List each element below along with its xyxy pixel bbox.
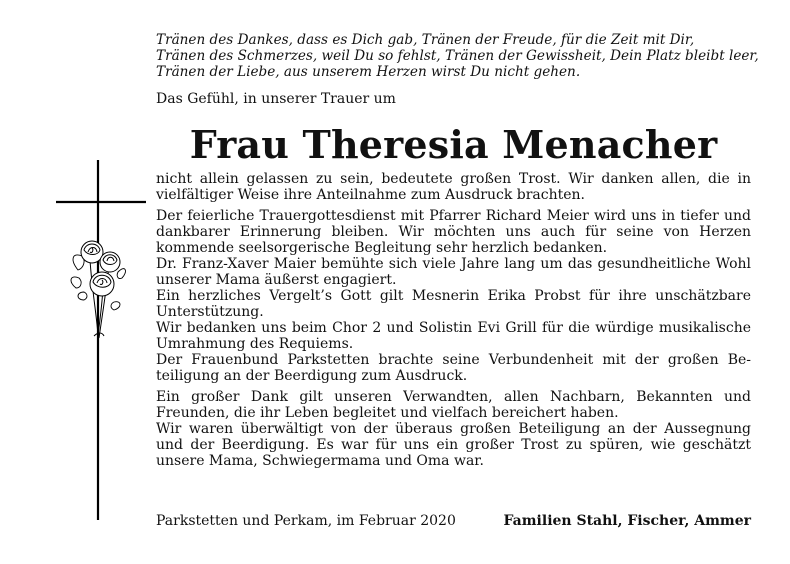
body-paragraph: Ein großer Dank gilt unseren Verwandten, allen Nachbarn, Bekannten und Freunden, die ihr Leben begleitet und vielfach bereichert haben. [156, 389, 751, 421]
poem-line: Tränen des Dankes, dass es Dich gab, Tränen der Freude, für die Zeit mit Dir, [156, 32, 695, 48]
deceased-name: Frau Theresia Menacher [189, 122, 718, 167]
intro-text: Das Gefühl, in unserer Trauer um [156, 91, 396, 107]
place-date: Parkstetten und Perkam, im Februar 2020 [156, 513, 456, 529]
family-signature: Familien Stahl, Fischer, Ammer [503, 513, 751, 529]
cross-with-roses-icon [48, 160, 148, 520]
body-paragraph: Dr. Franz-Xaver Maier bemühte sich viele Jahre lang um das gesundheitliche Wohl unserer Mama äußerst engagiert. [156, 256, 751, 288]
poem [156, 32, 759, 80]
body-paragraph: Wir bedanken uns beim Chor 2 und Solistin Evi Grill für die würdige musikalische Umrahmung des Requiems. [156, 320, 751, 352]
body-paragraph: Der Frauenbund Parkstetten brachte seine Verbundenheit mit der großen Beteiligung an der Beerdigung zum Ausdruck. [156, 352, 751, 384]
body-paragraph: Wir waren überwältigt von der überaus großen Beteiligung an der Aussegnung und der Beerdigung. Es war für uns ein großer Trost zu spüren, wie geschätzt unsere Mama, Schwiegermama und Oma war. [156, 421, 751, 469]
body-paragraph: Ein herzliches Vergelt’s Gott gilt Mesnerin Erika Probst für ihre unschätzbare Unterstützung. [156, 288, 751, 320]
body-paragraph: Der feierliche Trauergottesdienst mit Pfarrer Richard Meier wird uns in tiefer und dankbarer Erinnerung bleiben. Wir möchten uns auch für seine von Herzen kommende seelsorgerische Begleitung sehr herzlich bedanken. [156, 208, 751, 256]
body-text [156, 171, 751, 469]
poem-line: Tränen des Schmerzes, weil Du so fehlst, Tränen der Gewissheit, Dein Platz bleibt leer, [156, 48, 759, 64]
poem-line: Tränen der Liebe, aus unserem Herzen wirst Du nicht gehen. [156, 64, 581, 80]
body-paragraph: nicht allein gelassen zu sein, bedeutete großen Trost. Wir danken allen, die in vielfältiger Weise ihre Anteilnahme zum Ausdruck brachten. [156, 171, 751, 203]
